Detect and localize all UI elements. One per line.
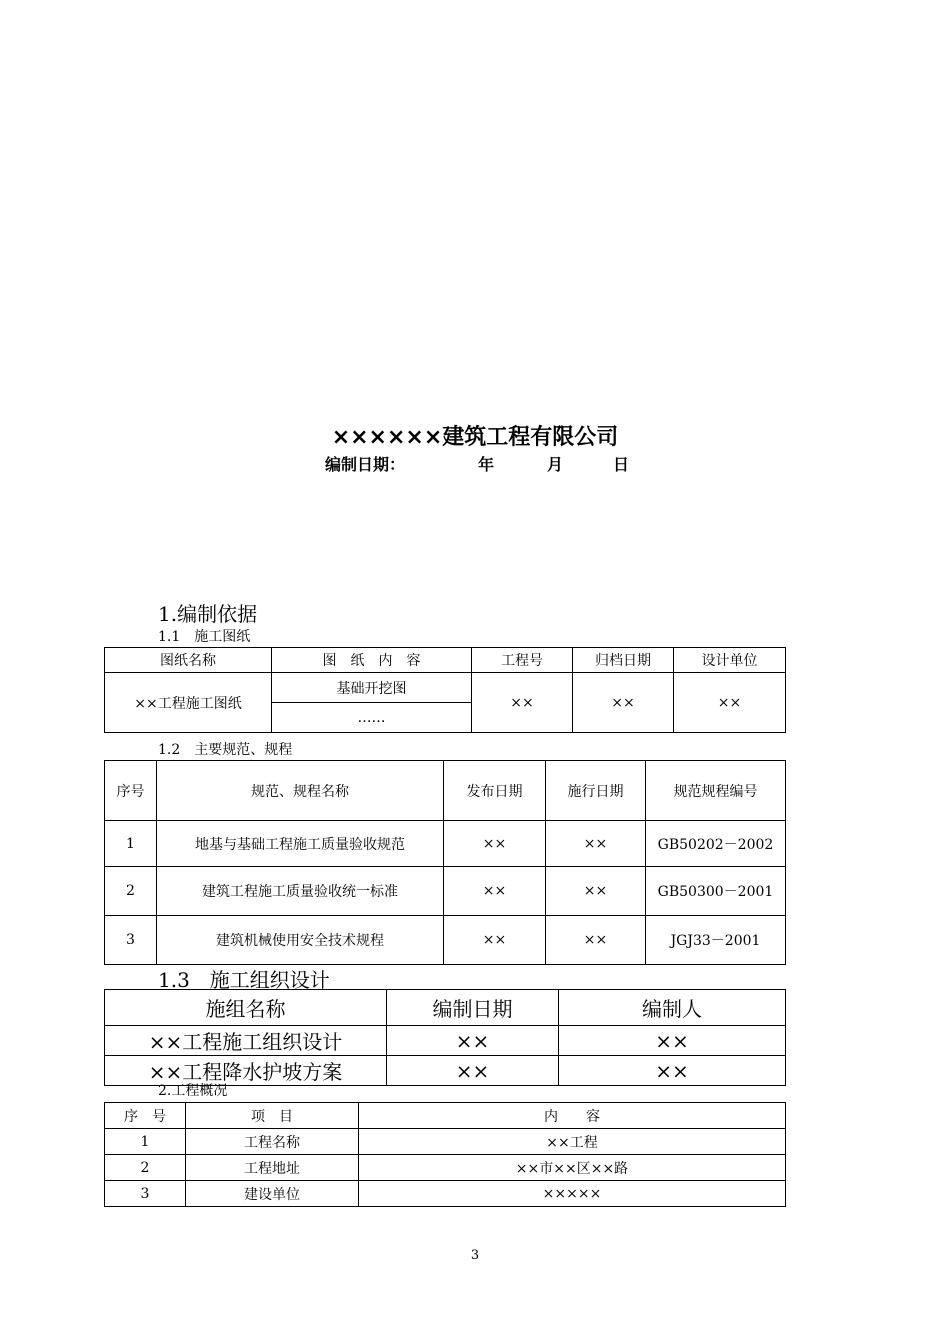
header-cell: 图纸名称 bbox=[105, 648, 272, 673]
header-cell: 编制人 bbox=[559, 990, 786, 1026]
table-cell: ×× bbox=[546, 867, 646, 916]
drawing-name-cell: ××工程施工图纸 bbox=[105, 673, 272, 733]
table-header-row bbox=[105, 990, 786, 1026]
table-cell: 2 bbox=[105, 867, 157, 916]
project-overview-table bbox=[104, 1102, 786, 1207]
header-cell: 归档日期 bbox=[573, 648, 674, 673]
table-cell: ×× bbox=[559, 1026, 786, 1056]
drawing-content-cell: …… bbox=[272, 703, 472, 733]
header-cell: 项 目 bbox=[186, 1103, 359, 1129]
table-cell: 2 bbox=[105, 1155, 186, 1181]
table-cell: ×× bbox=[387, 1026, 559, 1056]
drawings-table bbox=[104, 647, 786, 733]
table-cell: ×× bbox=[444, 867, 546, 916]
table-row bbox=[105, 1181, 786, 1207]
table-cell: 工程地址 bbox=[186, 1155, 359, 1181]
header-cell: 规范规程编号 bbox=[646, 761, 786, 821]
table-cell: ×× bbox=[546, 821, 646, 867]
header-cell: 内 容 bbox=[359, 1103, 786, 1129]
standards-table bbox=[104, 760, 786, 965]
table-cell: ×× bbox=[387, 1056, 559, 1086]
month-label: 月 bbox=[547, 455, 564, 474]
table-cell: 3 bbox=[105, 1181, 186, 1207]
header-cell: 工程号 bbox=[472, 648, 573, 673]
table-row bbox=[105, 1129, 786, 1155]
table-row bbox=[105, 673, 786, 703]
header-cell: 发布日期 bbox=[444, 761, 546, 821]
header-cell: 施行日期 bbox=[546, 761, 646, 821]
section-1-heading: 1.编制依据 bbox=[158, 602, 258, 626]
table-row bbox=[105, 916, 786, 965]
table-cell: ×× bbox=[559, 1056, 786, 1086]
subsection-1-3-heading: 1.3 施工组织设计 bbox=[158, 968, 330, 992]
table-cell: 3 bbox=[105, 916, 157, 965]
table-cell: 1 bbox=[105, 1129, 186, 1155]
page-number: 3 bbox=[470, 1248, 480, 1263]
header-cell: 编制日期 bbox=[387, 990, 559, 1026]
header-cell: 规范、规程名称 bbox=[157, 761, 444, 821]
table-cell: GB50300－2001 bbox=[646, 867, 786, 916]
table-cell: ×× bbox=[546, 916, 646, 965]
header-cell: 序 号 bbox=[105, 1103, 186, 1129]
table-row bbox=[105, 867, 786, 916]
table-header-row bbox=[105, 1103, 786, 1129]
table-header-row bbox=[105, 761, 786, 821]
header-cell: 设计单位 bbox=[674, 648, 786, 673]
table-row bbox=[105, 1026, 786, 1056]
archive-date-cell: ×× bbox=[573, 673, 674, 733]
table-cell: ×× bbox=[444, 916, 546, 965]
compile-date-label: 编制日期： bbox=[325, 455, 406, 474]
table-cell: 工程名称 bbox=[186, 1129, 359, 1155]
header-cell: 序号 bbox=[105, 761, 157, 821]
table-cell: 地基与基础工程施工质量验收规范 bbox=[157, 821, 444, 867]
table-row bbox=[105, 821, 786, 867]
drawing-content-cell: 基础开挖图 bbox=[272, 673, 472, 703]
table-cell: ×× bbox=[444, 821, 546, 867]
subsection-1-1-heading: 1.1 施工图纸 bbox=[158, 629, 251, 645]
table-cell: 建筑机械使用安全技术规程 bbox=[157, 916, 444, 965]
table-cell: JGJ33－2001 bbox=[646, 916, 786, 965]
project-no-cell: ×× bbox=[472, 673, 573, 733]
subsection-1-2-heading: 1.2 主要规范、规程 bbox=[158, 742, 293, 758]
section-2-heading: 2.工程概况 bbox=[158, 1083, 228, 1099]
table-header-row bbox=[105, 648, 786, 673]
table-cell: ××市××区××路 bbox=[359, 1155, 786, 1181]
table-row bbox=[105, 1155, 786, 1181]
header-cell: 施组名称 bbox=[105, 990, 387, 1026]
construction-design-table bbox=[104, 989, 786, 1086]
day-label: 日 bbox=[613, 455, 630, 474]
header-cell: 图 纸 内 容 bbox=[272, 648, 472, 673]
table-cell: ××××× bbox=[359, 1181, 786, 1207]
company-name: ××××××建筑工程有限公司 bbox=[331, 425, 619, 450]
table-cell: ××工程施工组织设计 bbox=[105, 1026, 387, 1056]
table-cell: 建设单位 bbox=[186, 1181, 359, 1207]
design-unit-cell: ×× bbox=[674, 673, 786, 733]
year-label: 年 bbox=[478, 455, 495, 474]
table-cell: 建筑工程施工质量验收统一标准 bbox=[157, 867, 444, 916]
table-cell: GB50202－2002 bbox=[646, 821, 786, 867]
table-cell: 1 bbox=[105, 821, 157, 867]
table-cell: ××工程 bbox=[359, 1129, 786, 1155]
table-cell: ××工程降水护坡方案 bbox=[105, 1056, 387, 1086]
compile-date-line bbox=[325, 452, 645, 476]
